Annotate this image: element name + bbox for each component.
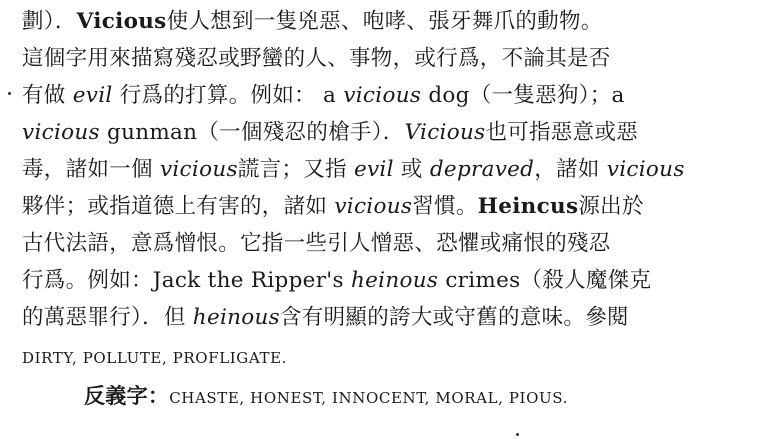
text-run: 行爲。例如：Jack the Ripper's bbox=[22, 268, 351, 293]
text-run: 源出於 bbox=[578, 194, 644, 219]
text-run: dog（一隻惡狗）；a bbox=[421, 83, 625, 108]
text-run: 夥伴；或指道德上有害的，諸如 bbox=[22, 194, 335, 219]
italic-term: vicious bbox=[334, 194, 413, 219]
text-run: 劃）． bbox=[22, 9, 77, 34]
text-run: 也可指惡意或惡 bbox=[485, 120, 639, 145]
text-line-3 bbox=[22, 80, 625, 112]
text-line-7 bbox=[22, 228, 611, 260]
italic-term: Vicious bbox=[404, 120, 486, 145]
italic-term: vicious bbox=[343, 83, 422, 108]
text-run: 使人想到一隻兇惡、咆哮、張牙舞爪的動物。 bbox=[166, 9, 603, 34]
italic-term: vicious bbox=[159, 157, 238, 182]
text-run: 毒，諸如一個 bbox=[22, 157, 160, 182]
antonym-label: 反義字： bbox=[84, 383, 170, 408]
text-run: 含有明顯的誇大或守舊的意味。參閱 bbox=[280, 305, 629, 330]
italic-term: vicious bbox=[606, 157, 685, 182]
text-run: 的萬惡罪行）．但 bbox=[22, 305, 193, 330]
headword-term: Heincus bbox=[477, 194, 579, 219]
text-run: 或 bbox=[393, 157, 430, 182]
antonym-words: CHASTE, HONEST, INNOCENT, MORAL, PIOUS. bbox=[169, 389, 568, 407]
italic-term: vicious bbox=[22, 120, 100, 145]
italic-term: evil bbox=[353, 157, 394, 182]
text-line-8 bbox=[22, 265, 651, 297]
text-run: 有做 bbox=[22, 83, 73, 108]
text-line-4 bbox=[22, 117, 638, 149]
text-run: 這個字用來描寫殘忍或野蠻的人、事物，或行爲，不論其是否 bbox=[22, 46, 611, 71]
cross-reference: DIRTY, POLLUTE, PROFLIGATE. bbox=[22, 349, 288, 367]
italic-term: heinous bbox=[350, 268, 439, 293]
speck-mark bbox=[516, 433, 519, 436]
italic-term: depraved bbox=[429, 157, 535, 182]
text-run: 習慣。 bbox=[412, 194, 478, 219]
text-line-1 bbox=[22, 6, 603, 38]
speck-mark bbox=[8, 92, 11, 95]
italic-term: heinous bbox=[192, 305, 281, 330]
headword-term: Vicious bbox=[76, 9, 167, 34]
text-line-2 bbox=[22, 43, 611, 75]
text-line-5 bbox=[22, 154, 685, 186]
text-run: 古代法語，意爲憎恨。它指一些引人憎惡、恐懼或痛恨的殘忍 bbox=[22, 231, 611, 256]
text-line-9 bbox=[22, 302, 629, 334]
text-line-6 bbox=[22, 191, 644, 223]
text-run: 謊言；又指 bbox=[237, 157, 354, 182]
antonym-line bbox=[84, 380, 568, 414]
text-run: crimes（殺人魔傑克 bbox=[438, 268, 652, 293]
text-run: gunman（一個殘忍的槍手）． bbox=[99, 120, 405, 145]
text-line-10 bbox=[22, 341, 287, 374]
text-run: 行爲的打算。例如： a bbox=[112, 83, 344, 108]
text-run: ，諸如 bbox=[534, 157, 607, 182]
italic-term: evil bbox=[72, 83, 113, 108]
